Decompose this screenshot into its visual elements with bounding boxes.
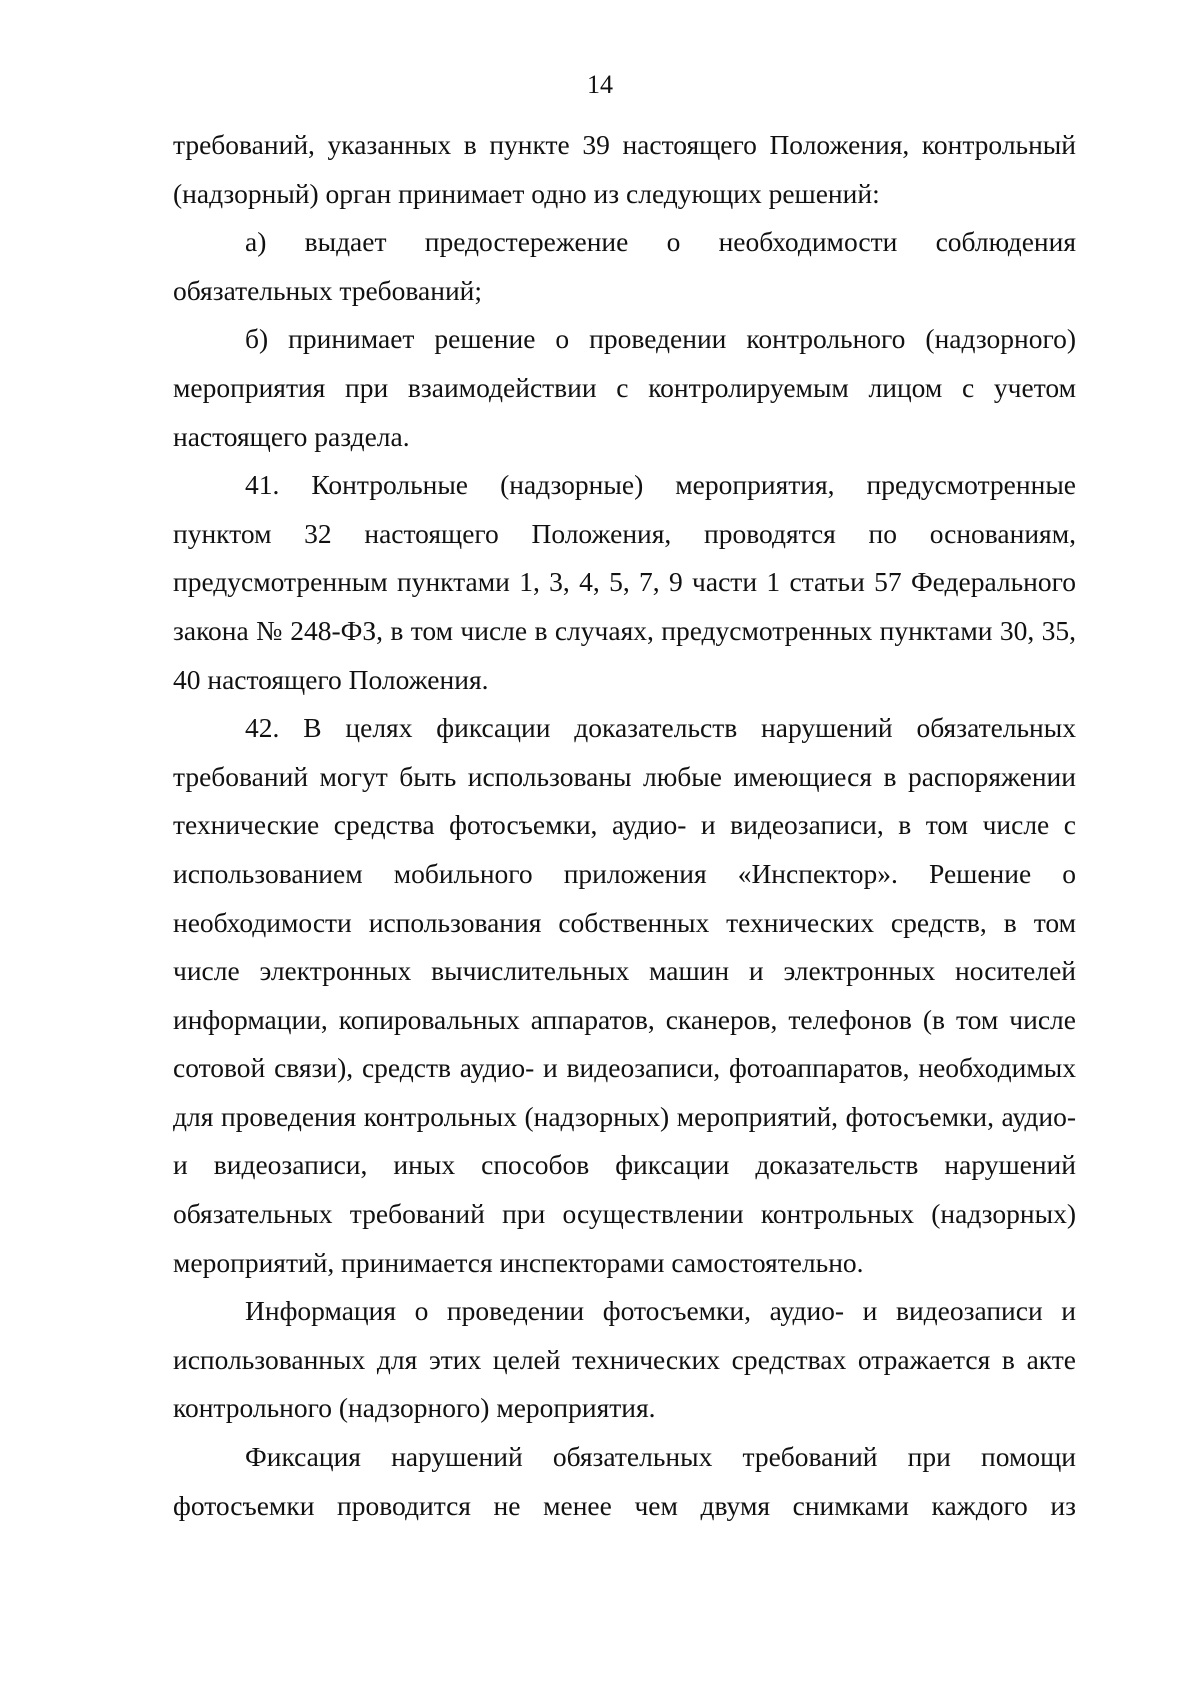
document-body [173,121,1076,1530]
paragraph-42: 42. В целях фиксации доказательств нарушений обязательных требований могут быть использованы любые имеющиеся в распоряжении технические средства фотосъемки, аудио- и видеозаписи, в том числе с использованием мобильного приложения «Инспектор». Решение о необходимости использования собственных технических средств, в том числе электронных вычислительных машин и электронных носителей информации, копировальных аппаратов, сканеров, телефонов (в том числе сотовой связи), средств аудио- и видеозаписи, фотоаппаратов, необходимых для проведения контрольных (надзорных) мероприятий, фотосъемки, аудио- и видеозаписи, иных способов фиксации доказательств нарушений обязательных требований при осуществлении контрольных (надзорных) мероприятий, принимается инспекторами самостоятельно. [173,712,1076,1278]
paragraph-item-b: б) принимает решение о проведении контрольного (надзорного) мероприятия при взаимодействии с контролируемым лицом с учетом настоящего раздела. [173,323,1076,452]
paragraph-photo-info: Информация о проведении фотосъемки, аудио- и видеозаписи и использованных для этих целей технических средствах отражается в акте контрольного (надзорного) мероприятия. [173,1295,1076,1424]
paragraph-41: 41. Контрольные (надзорные) мероприятия, предусмотренные пунктом 32 настоящего Положения, проводятся по основаниям, предусмотренным пунктами 1, 3, 4, 5, 7, 9 части 1 статьи 57 Федерального закона № 248-ФЗ, в том числе в случаях, предусмотренных пунктами 30, 35, 40 настоящего Положения. [173,469,1076,695]
paragraph-fixation: Фиксация нарушений обязательных требований при помощи фотосъемки проводится не менее чем двумя снимками каждого из [173,1441,1076,1521]
paragraph-continuation: требований, указанных в пункте 39 настоящего Положения, контрольный (надзорный) орган принимает одно из следующих решений: [173,129,1076,209]
page-number: 14 [587,70,613,99]
paragraph-item-a: а) выдает предостережение о необходимости соблюдения обязательных требований; [173,226,1076,306]
